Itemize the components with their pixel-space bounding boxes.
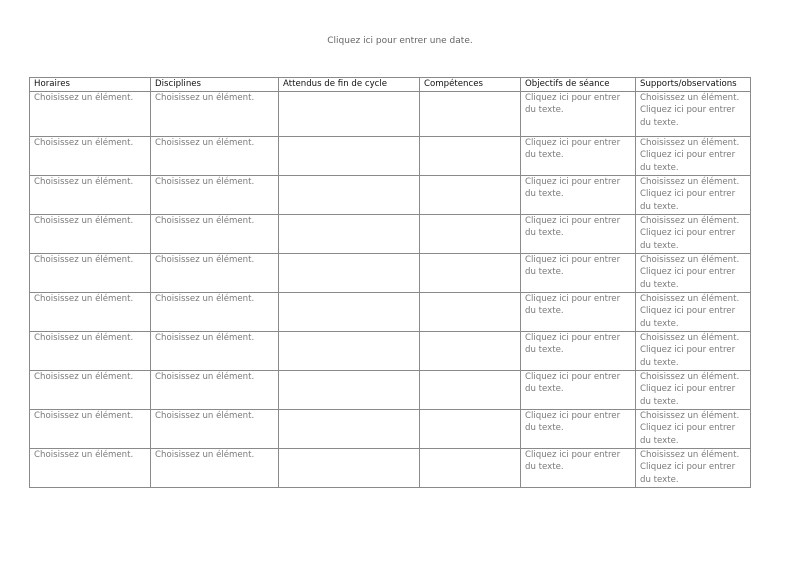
horaires-cell[interactable]	[30, 175, 151, 214]
supports-cell[interactable]	[636, 370, 751, 409]
horaires-dropdown[interactable]: Choisissez un élément.	[34, 254, 134, 265]
disciplines-dropdown[interactable]: Choisissez un élément.	[155, 176, 255, 187]
attendus-cell[interactable]	[279, 448, 420, 487]
disciplines-dropdown[interactable]: Choisissez un élément.	[155, 137, 255, 148]
horaires-dropdown[interactable]: Choisissez un élément.	[34, 92, 134, 103]
supports-cell[interactable]	[636, 214, 751, 253]
supports-text-field[interactable]: Cliquez ici pour entrer du texte.	[640, 423, 736, 446]
supports-cell[interactable]	[636, 253, 751, 292]
objectifs-text-field[interactable]: Cliquez ici pour entrer du texte.	[525, 137, 621, 161]
objectifs-cell[interactable]	[521, 175, 636, 214]
disciplines-dropdown[interactable]: Choisissez un élément.	[155, 410, 255, 421]
disciplines-cell[interactable]	[151, 292, 279, 331]
table-row	[30, 136, 751, 175]
objectifs-text-field[interactable]: Cliquez ici pour entrer du texte.	[525, 410, 621, 434]
table-row	[30, 448, 751, 487]
objectifs-text-field[interactable]: Cliquez ici pour entrer du texte.	[525, 449, 621, 473]
supports-text-field[interactable]: Cliquez ici pour entrer du texte.	[640, 462, 736, 485]
supports-dropdown[interactable]: Choisissez un élément.	[640, 176, 740, 187]
objectifs-cell[interactable]	[521, 253, 636, 292]
supports-dropdown[interactable]: Choisissez un élément.	[640, 332, 740, 343]
header-disciplines: Disciplines	[151, 78, 279, 92]
competences-cell[interactable]	[420, 91, 521, 136]
disciplines-cell[interactable]	[151, 214, 279, 253]
supports-cell[interactable]	[636, 331, 751, 370]
attendus-cell[interactable]	[279, 409, 420, 448]
header-attendus: Attendus de fin de cycle	[279, 78, 420, 92]
horaires-dropdown[interactable]: Choisissez un élément.	[34, 293, 134, 304]
disciplines-dropdown[interactable]: Choisissez un élément.	[155, 449, 255, 460]
horaires-cell[interactable]	[30, 409, 151, 448]
date-picker-placeholder[interactable]: Cliquez ici pour entrer une date.	[327, 36, 473, 46]
horaires-cell[interactable]	[30, 370, 151, 409]
horaires-cell[interactable]	[30, 91, 151, 136]
horaires-cell[interactable]	[30, 292, 151, 331]
objectifs-text-field[interactable]: Cliquez ici pour entrer du texte.	[525, 215, 621, 239]
disciplines-cell[interactable]	[151, 331, 279, 370]
disciplines-dropdown[interactable]: Choisissez un élément.	[155, 293, 255, 304]
objectifs-cell[interactable]	[521, 370, 636, 409]
competences-cell[interactable]	[420, 136, 521, 175]
table-row	[30, 370, 751, 409]
objectifs-cell[interactable]	[521, 214, 636, 253]
supports-dropdown[interactable]: Choisissez un élément.	[640, 254, 740, 265]
supports-cell[interactable]	[636, 292, 751, 331]
attendus-cell[interactable]	[279, 370, 420, 409]
supports-text-field[interactable]: Cliquez ici pour entrer du texte.	[640, 189, 736, 212]
horaires-dropdown[interactable]: Choisissez un élément.	[34, 332, 134, 343]
supports-text-field[interactable]: Cliquez ici pour entrer du texte.	[640, 345, 736, 368]
table-row	[30, 214, 751, 253]
horaires-dropdown[interactable]: Choisissez un élément.	[34, 137, 134, 148]
objectifs-cell[interactable]	[521, 331, 636, 370]
table-row	[30, 409, 751, 448]
objectifs-cell[interactable]	[521, 91, 636, 136]
table-row	[30, 91, 751, 136]
supports-cell[interactable]	[636, 448, 751, 487]
supports-dropdown[interactable]: Choisissez un élément.	[640, 371, 740, 382]
objectifs-text-field[interactable]: Cliquez ici pour entrer du texte.	[525, 92, 621, 116]
header-horaires: Horaires	[30, 78, 151, 92]
table-row	[30, 175, 751, 214]
objectifs-text-field[interactable]: Cliquez ici pour entrer du texte.	[525, 176, 621, 200]
supports-text-field[interactable]: Cliquez ici pour entrer du texte.	[640, 150, 736, 173]
header-competences: Compétences	[420, 78, 521, 92]
header-supports: Supports/observations	[636, 78, 751, 92]
horaires-cell[interactable]	[30, 331, 151, 370]
supports-cell[interactable]	[636, 175, 751, 214]
competences-cell[interactable]	[420, 409, 521, 448]
supports-text-field[interactable]: Cliquez ici pour entrer du texte.	[640, 105, 736, 128]
objectifs-cell[interactable]	[521, 409, 636, 448]
lesson-plan-table	[29, 77, 751, 488]
horaires-cell[interactable]	[30, 136, 151, 175]
supports-text-field[interactable]: Cliquez ici pour entrer du texte.	[640, 384, 736, 407]
competences-cell[interactable]	[420, 175, 521, 214]
objectifs-cell[interactable]	[521, 292, 636, 331]
supports-dropdown[interactable]: Choisissez un élément.	[640, 92, 740, 103]
disciplines-cell[interactable]	[151, 91, 279, 136]
horaires-dropdown[interactable]: Choisissez un élément.	[34, 449, 134, 460]
disciplines-dropdown[interactable]: Choisissez un élément.	[155, 92, 255, 103]
disciplines-cell[interactable]	[151, 175, 279, 214]
disciplines-cell[interactable]	[151, 409, 279, 448]
table-row	[30, 292, 751, 331]
disciplines-dropdown[interactable]: Choisissez un élément.	[155, 371, 255, 382]
horaires-cell[interactable]	[30, 214, 151, 253]
horaires-dropdown[interactable]: Choisissez un élément.	[34, 371, 134, 382]
supports-text-field[interactable]: Cliquez ici pour entrer du texte.	[640, 306, 736, 329]
disciplines-cell[interactable]	[151, 253, 279, 292]
attendus-cell[interactable]	[279, 91, 420, 136]
horaires-dropdown[interactable]: Choisissez un élément.	[34, 215, 134, 226]
supports-cell[interactable]	[636, 91, 751, 136]
objectifs-cell[interactable]	[521, 448, 636, 487]
competences-cell[interactable]	[420, 214, 521, 253]
disciplines-cell[interactable]	[151, 370, 279, 409]
table-row	[30, 253, 751, 292]
competences-cell[interactable]	[420, 370, 521, 409]
competences-cell[interactable]	[420, 292, 521, 331]
attendus-cell[interactable]	[279, 136, 420, 175]
header-row	[30, 78, 751, 92]
objectifs-cell[interactable]	[521, 136, 636, 175]
objectifs-text-field[interactable]: Cliquez ici pour entrer du texte.	[525, 254, 621, 278]
competences-cell[interactable]	[420, 253, 521, 292]
objectifs-text-field[interactable]: Cliquez ici pour entrer du texte.	[525, 293, 621, 317]
horaires-cell[interactable]	[30, 448, 151, 487]
supports-text-field[interactable]: Cliquez ici pour entrer du texte.	[640, 228, 736, 251]
attendus-cell[interactable]	[279, 292, 420, 331]
objectifs-text-field[interactable]: Cliquez ici pour entrer du texte.	[525, 332, 621, 356]
disciplines-dropdown[interactable]: Choisissez un élément.	[155, 332, 255, 343]
supports-dropdown[interactable]: Choisissez un élément.	[640, 137, 740, 148]
horaires-dropdown[interactable]: Choisissez un élément.	[34, 410, 134, 421]
attendus-cell[interactable]	[279, 331, 420, 370]
disciplines-cell[interactable]	[151, 448, 279, 487]
supports-dropdown[interactable]: Choisissez un élément.	[640, 449, 740, 460]
objectifs-text-field[interactable]: Cliquez ici pour entrer du texte.	[525, 371, 621, 395]
table-row	[30, 331, 751, 370]
attendus-cell[interactable]	[279, 214, 420, 253]
attendus-cell[interactable]	[279, 175, 420, 214]
supports-dropdown[interactable]: Choisissez un élément.	[640, 215, 740, 226]
disciplines-dropdown[interactable]: Choisissez un élément.	[155, 215, 255, 226]
horaires-cell[interactable]	[30, 253, 151, 292]
supports-cell[interactable]	[636, 136, 751, 175]
header-objectifs: Objectifs de séance	[521, 78, 636, 92]
supports-text-field[interactable]: Cliquez ici pour entrer du texte.	[640, 267, 736, 290]
disciplines-dropdown[interactable]: Choisissez un élément.	[155, 254, 255, 265]
competences-cell[interactable]	[420, 448, 521, 487]
supports-dropdown[interactable]: Choisissez un élément.	[640, 293, 740, 304]
supports-cell[interactable]	[636, 409, 751, 448]
attendus-cell[interactable]	[279, 253, 420, 292]
horaires-dropdown[interactable]: Choisissez un élément.	[34, 176, 134, 187]
supports-dropdown[interactable]: Choisissez un élément.	[640, 410, 740, 421]
disciplines-cell[interactable]	[151, 136, 279, 175]
competences-cell[interactable]	[420, 331, 521, 370]
